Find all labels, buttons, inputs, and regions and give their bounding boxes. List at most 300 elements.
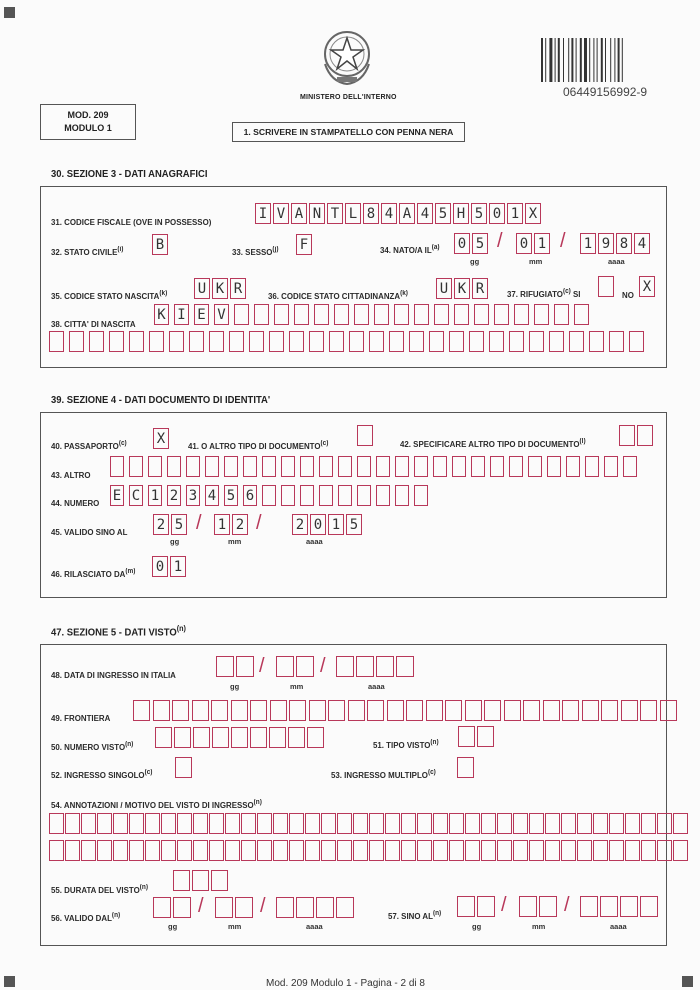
nascita-mese-field[interactable] [516,233,552,254]
char-cell[interactable] [189,331,204,352]
char-cell[interactable] [514,304,529,325]
char-cell[interactable] [113,813,128,834]
char-cell[interactable]: 2 [153,514,169,535]
char-cell[interactable] [336,897,354,918]
char-cell[interactable] [395,456,409,477]
frontiera-field[interactable] [133,700,679,721]
char-cell[interactable] [637,425,653,446]
char-cell[interactable] [401,840,416,861]
char-cell[interactable] [528,456,542,477]
char-cell[interactable] [309,700,326,721]
char-cell[interactable] [580,896,598,917]
char-cell[interactable] [334,304,349,325]
char-cell[interactable] [209,840,224,861]
char-cell[interactable] [471,456,485,477]
char-cell[interactable] [513,813,528,834]
char-cell[interactable] [625,840,640,861]
char-cell[interactable] [657,840,672,861]
char-cell[interactable] [110,456,124,477]
passaporto-checkbox[interactable] [153,428,171,449]
char-cell[interactable]: L [345,203,361,224]
char-cell[interactable] [212,727,229,748]
char-cell[interactable] [414,485,428,506]
char-cell[interactable] [257,813,272,834]
char-cell[interactable] [357,485,371,506]
char-cell[interactable]: 9 [598,233,614,254]
char-cell[interactable]: X [153,428,169,449]
char-cell[interactable] [262,485,276,506]
char-cell[interactable] [281,485,295,506]
char-cell[interactable]: 1 [214,514,230,535]
char-cell[interactable]: C [129,485,143,506]
char-cell[interactable] [543,700,560,721]
char-cell[interactable] [465,700,482,721]
char-cell[interactable] [497,813,512,834]
char-cell[interactable] [504,700,521,721]
ingresso-mese-field[interactable] [276,656,316,677]
char-cell[interactable] [193,727,210,748]
citta-nascita-field-row1[interactable] [154,304,594,325]
char-cell[interactable] [577,813,592,834]
char-cell[interactable] [250,727,267,748]
char-cell[interactable] [281,456,295,477]
char-cell[interactable] [186,456,200,477]
char-cell[interactable] [192,700,209,721]
char-cell[interactable]: 8 [616,233,632,254]
char-cell[interactable] [250,700,267,721]
char-cell[interactable] [433,813,448,834]
char-cell[interactable] [353,840,368,861]
char-cell[interactable] [193,813,208,834]
char-cell[interactable] [640,896,658,917]
char-cell[interactable]: 1 [170,556,186,577]
char-cell[interactable]: 4 [381,203,397,224]
char-cell[interactable]: 0 [516,233,532,254]
char-cell[interactable]: 1 [534,233,550,254]
char-cell[interactable]: X [639,276,655,297]
char-cell[interactable]: I [255,203,271,224]
char-cell[interactable] [600,896,618,917]
char-cell[interactable] [369,840,384,861]
char-cell[interactable] [497,840,512,861]
char-cell[interactable] [257,840,272,861]
char-cell[interactable] [609,840,624,861]
char-cell[interactable] [484,700,501,721]
char-cell[interactable] [235,897,253,918]
char-cell[interactable]: T [327,203,343,224]
char-cell[interactable] [148,456,162,477]
char-cell[interactable] [465,813,480,834]
char-cell[interactable]: E [110,485,124,506]
char-cell[interactable] [309,331,324,352]
annotazioni-field-row1[interactable] [49,813,689,834]
char-cell[interactable] [598,276,614,297]
char-cell[interactable]: V [214,304,229,325]
char-cell[interactable] [465,840,480,861]
char-cell[interactable] [109,331,124,352]
char-cell[interactable] [289,840,304,861]
numero-documento-field[interactable] [110,485,433,506]
char-cell[interactable] [429,331,444,352]
char-cell[interactable] [604,456,618,477]
char-cell[interactable]: H [453,203,469,224]
char-cell[interactable]: 4 [634,233,650,254]
char-cell[interactable] [249,331,264,352]
char-cell[interactable] [481,840,496,861]
char-cell[interactable] [523,700,540,721]
char-cell[interactable] [149,331,164,352]
char-cell[interactable] [494,304,509,325]
char-cell[interactable] [224,456,238,477]
char-cell[interactable]: K [212,278,228,299]
char-cell[interactable] [620,896,638,917]
char-cell[interactable] [529,331,544,352]
nascita-anno-field[interactable] [580,233,652,254]
char-cell[interactable] [153,897,171,918]
char-cell[interactable] [623,456,637,477]
char-cell[interactable]: F [296,234,312,255]
char-cell[interactable]: 2 [232,514,248,535]
rifugiato-no-checkbox[interactable] [639,276,657,297]
char-cell[interactable] [314,304,329,325]
char-cell[interactable] [321,840,336,861]
char-cell[interactable]: 2 [167,485,181,506]
char-cell[interactable] [609,813,624,834]
char-cell[interactable] [305,813,320,834]
char-cell[interactable] [621,700,638,721]
char-cell[interactable] [673,840,688,861]
char-cell[interactable] [177,813,192,834]
char-cell[interactable] [641,813,656,834]
char-cell[interactable] [640,700,657,721]
char-cell[interactable]: E [194,304,209,325]
char-cell[interactable] [296,897,314,918]
char-cell[interactable]: 0 [454,233,470,254]
char-cell[interactable] [97,840,112,861]
char-cell[interactable] [426,700,443,721]
sino-al-giorno-field[interactable] [457,896,497,917]
char-cell[interactable] [529,813,544,834]
char-cell[interactable] [385,840,400,861]
ingresso-anno-field[interactable] [336,656,416,677]
char-cell[interactable] [192,870,209,891]
char-cell[interactable] [273,813,288,834]
char-cell[interactable] [395,485,409,506]
char-cell[interactable] [657,813,672,834]
char-cell[interactable] [289,331,304,352]
char-cell[interactable] [554,304,569,325]
char-cell[interactable]: 1 [328,514,344,535]
char-cell[interactable]: V [273,203,289,224]
char-cell[interactable] [449,840,464,861]
altro-field[interactable] [110,456,642,477]
char-cell[interactable]: K [154,304,169,325]
char-cell[interactable]: 0 [310,514,326,535]
sino-al-anno-field[interactable] [580,896,660,917]
char-cell[interactable] [236,656,254,677]
char-cell[interactable] [490,456,504,477]
char-cell[interactable]: 4 [417,203,433,224]
char-cell[interactable] [321,813,336,834]
char-cell[interactable] [545,813,560,834]
char-cell[interactable] [243,456,257,477]
char-cell[interactable] [81,840,96,861]
char-cell[interactable] [593,813,608,834]
char-cell[interactable] [289,700,306,721]
char-cell[interactable] [336,656,354,677]
valido-dal-giorno-field[interactable] [153,897,193,918]
char-cell[interactable] [609,331,624,352]
char-cell[interactable]: 4 [205,485,219,506]
numero-visto-field[interactable] [155,727,326,748]
char-cell[interactable] [574,304,589,325]
char-cell[interactable] [601,700,618,721]
char-cell[interactable] [209,813,224,834]
tipo-visto-field[interactable] [458,726,496,747]
char-cell[interactable] [452,456,466,477]
char-cell[interactable]: 5 [346,514,362,535]
char-cell[interactable] [641,840,656,861]
char-cell[interactable]: 5 [171,514,187,535]
char-cell[interactable] [338,485,352,506]
ingresso-multiplo-checkbox[interactable] [457,757,476,778]
char-cell[interactable]: 5 [224,485,238,506]
char-cell[interactable] [458,726,475,747]
char-cell[interactable]: U [194,278,210,299]
char-cell[interactable] [629,331,644,352]
char-cell[interactable]: 2 [292,514,308,535]
char-cell[interactable] [161,840,176,861]
char-cell[interactable] [305,840,320,861]
char-cell[interactable] [274,304,289,325]
char-cell[interactable]: 6 [243,485,257,506]
char-cell[interactable] [129,331,144,352]
char-cell[interactable]: 0 [152,556,168,577]
char-cell[interactable] [296,656,314,677]
char-cell[interactable]: K [454,278,470,299]
char-cell[interactable] [547,456,561,477]
char-cell[interactable] [216,656,234,677]
char-cell[interactable] [589,331,604,352]
char-cell[interactable] [566,456,580,477]
char-cell[interactable] [509,331,524,352]
char-cell[interactable] [225,840,240,861]
char-cell[interactable] [369,813,384,834]
char-cell[interactable] [434,304,449,325]
char-cell[interactable] [545,840,560,861]
char-cell[interactable] [385,813,400,834]
char-cell[interactable] [469,331,484,352]
char-cell[interactable] [211,700,228,721]
char-cell[interactable] [394,304,409,325]
char-cell[interactable] [401,813,416,834]
valido-dal-anno-field[interactable] [276,897,356,918]
char-cell[interactable] [167,456,181,477]
char-cell[interactable] [337,840,352,861]
char-cell[interactable] [660,700,677,721]
char-cell[interactable] [113,840,128,861]
char-cell[interactable] [97,813,112,834]
char-cell[interactable] [374,304,389,325]
char-cell[interactable] [561,840,576,861]
char-cell[interactable] [174,727,191,748]
char-cell[interactable] [376,485,390,506]
specificare-altro-documento-field[interactable] [619,425,655,446]
nascita-giorno-field[interactable] [454,233,490,254]
char-cell[interactable] [129,456,143,477]
char-cell[interactable] [457,757,474,778]
char-cell[interactable] [561,813,576,834]
char-cell[interactable]: 8 [363,203,379,224]
char-cell[interactable]: 0 [489,203,505,224]
char-cell[interactable] [276,656,294,677]
sino-al-mese-field[interactable] [519,896,559,917]
char-cell[interactable] [300,485,314,506]
char-cell[interactable] [356,656,374,677]
char-cell[interactable] [619,425,635,446]
char-cell[interactable] [193,840,208,861]
char-cell[interactable] [211,870,228,891]
char-cell[interactable] [319,456,333,477]
char-cell[interactable] [348,700,365,721]
char-cell[interactable] [509,456,523,477]
char-cell[interactable] [307,727,324,748]
char-cell[interactable] [585,456,599,477]
char-cell[interactable]: R [230,278,246,299]
char-cell[interactable]: N [309,203,325,224]
char-cell[interactable] [549,331,564,352]
char-cell[interactable] [231,700,248,721]
char-cell[interactable] [354,304,369,325]
char-cell[interactable] [215,897,233,918]
char-cell[interactable] [582,700,599,721]
char-cell[interactable] [417,840,432,861]
char-cell[interactable] [209,331,224,352]
char-cell[interactable]: I [174,304,189,325]
char-cell[interactable] [449,813,464,834]
char-cell[interactable] [445,700,462,721]
char-cell[interactable] [254,304,269,325]
char-cell[interactable] [406,700,423,721]
valido-dal-mese-field[interactable] [215,897,255,918]
documento-scadenza-mese-field[interactable] [214,514,250,535]
char-cell[interactable]: 5 [435,203,451,224]
rifugiato-si-checkbox[interactable] [598,276,616,297]
char-cell[interactable] [155,727,172,748]
char-cell[interactable] [519,896,537,917]
char-cell[interactable] [387,700,404,721]
char-cell[interactable] [357,456,371,477]
char-cell[interactable] [625,813,640,834]
char-cell[interactable] [417,813,432,834]
char-cell[interactable] [389,331,404,352]
char-cell[interactable] [241,840,256,861]
char-cell[interactable] [481,813,496,834]
char-cell[interactable] [241,813,256,834]
char-cell[interactable] [353,813,368,834]
codice-fiscale-field[interactable] [255,203,543,224]
rilasciato-da-field[interactable] [152,556,188,577]
char-cell[interactable]: R [472,278,488,299]
char-cell[interactable] [49,813,64,834]
char-cell[interactable] [262,456,276,477]
char-cell[interactable] [49,840,64,861]
char-cell[interactable] [169,331,184,352]
char-cell[interactable] [276,897,294,918]
char-cell[interactable] [477,726,494,747]
char-cell[interactable] [133,700,150,721]
stato-civile-field[interactable] [152,234,170,255]
char-cell[interactable]: B [152,234,168,255]
char-cell[interactable] [65,840,80,861]
char-cell[interactable]: 1 [507,203,523,224]
char-cell[interactable] [457,896,475,917]
annotazioni-field-row2[interactable] [49,840,689,861]
char-cell[interactable] [433,840,448,861]
char-cell[interactable] [65,813,80,834]
char-cell[interactable] [49,331,64,352]
char-cell[interactable] [414,456,428,477]
char-cell[interactable] [225,813,240,834]
char-cell[interactable]: 5 [472,233,488,254]
char-cell[interactable] [270,700,287,721]
char-cell[interactable] [161,813,176,834]
char-cell[interactable] [513,840,528,861]
char-cell[interactable]: U [436,278,452,299]
char-cell[interactable] [562,700,579,721]
char-cell[interactable] [409,331,424,352]
char-cell[interactable] [294,304,309,325]
char-cell[interactable] [69,331,84,352]
char-cell[interactable] [534,304,549,325]
char-cell[interactable] [449,331,464,352]
char-cell[interactable] [153,700,170,721]
char-cell[interactable] [288,727,305,748]
char-cell[interactable] [673,813,688,834]
char-cell[interactable] [369,331,384,352]
sesso-field[interactable] [296,234,314,255]
char-cell[interactable] [172,700,189,721]
char-cell[interactable] [300,456,314,477]
char-cell[interactable] [316,897,334,918]
char-cell[interactable] [173,870,190,891]
char-cell[interactable]: 1 [580,233,596,254]
char-cell[interactable] [319,485,333,506]
char-cell[interactable] [173,897,191,918]
char-cell[interactable] [349,331,364,352]
char-cell[interactable] [414,304,429,325]
char-cell[interactable] [396,656,414,677]
char-cell[interactable] [329,331,344,352]
char-cell[interactable] [337,813,352,834]
char-cell[interactable] [454,304,469,325]
char-cell[interactable] [145,813,160,834]
char-cell[interactable] [81,813,96,834]
char-cell[interactable] [205,456,219,477]
documento-scadenza-giorno-field[interactable] [153,514,189,535]
char-cell[interactable] [338,456,352,477]
char-cell[interactable] [367,700,384,721]
altro-tipo-documento-checkbox[interactable] [357,425,375,446]
char-cell[interactable] [234,304,249,325]
char-cell[interactable] [129,840,144,861]
ingresso-singolo-checkbox[interactable] [175,757,194,778]
char-cell[interactable] [376,456,390,477]
char-cell[interactable] [175,757,192,778]
char-cell[interactable]: X [525,203,541,224]
char-cell[interactable] [269,727,286,748]
char-cell[interactable] [593,840,608,861]
